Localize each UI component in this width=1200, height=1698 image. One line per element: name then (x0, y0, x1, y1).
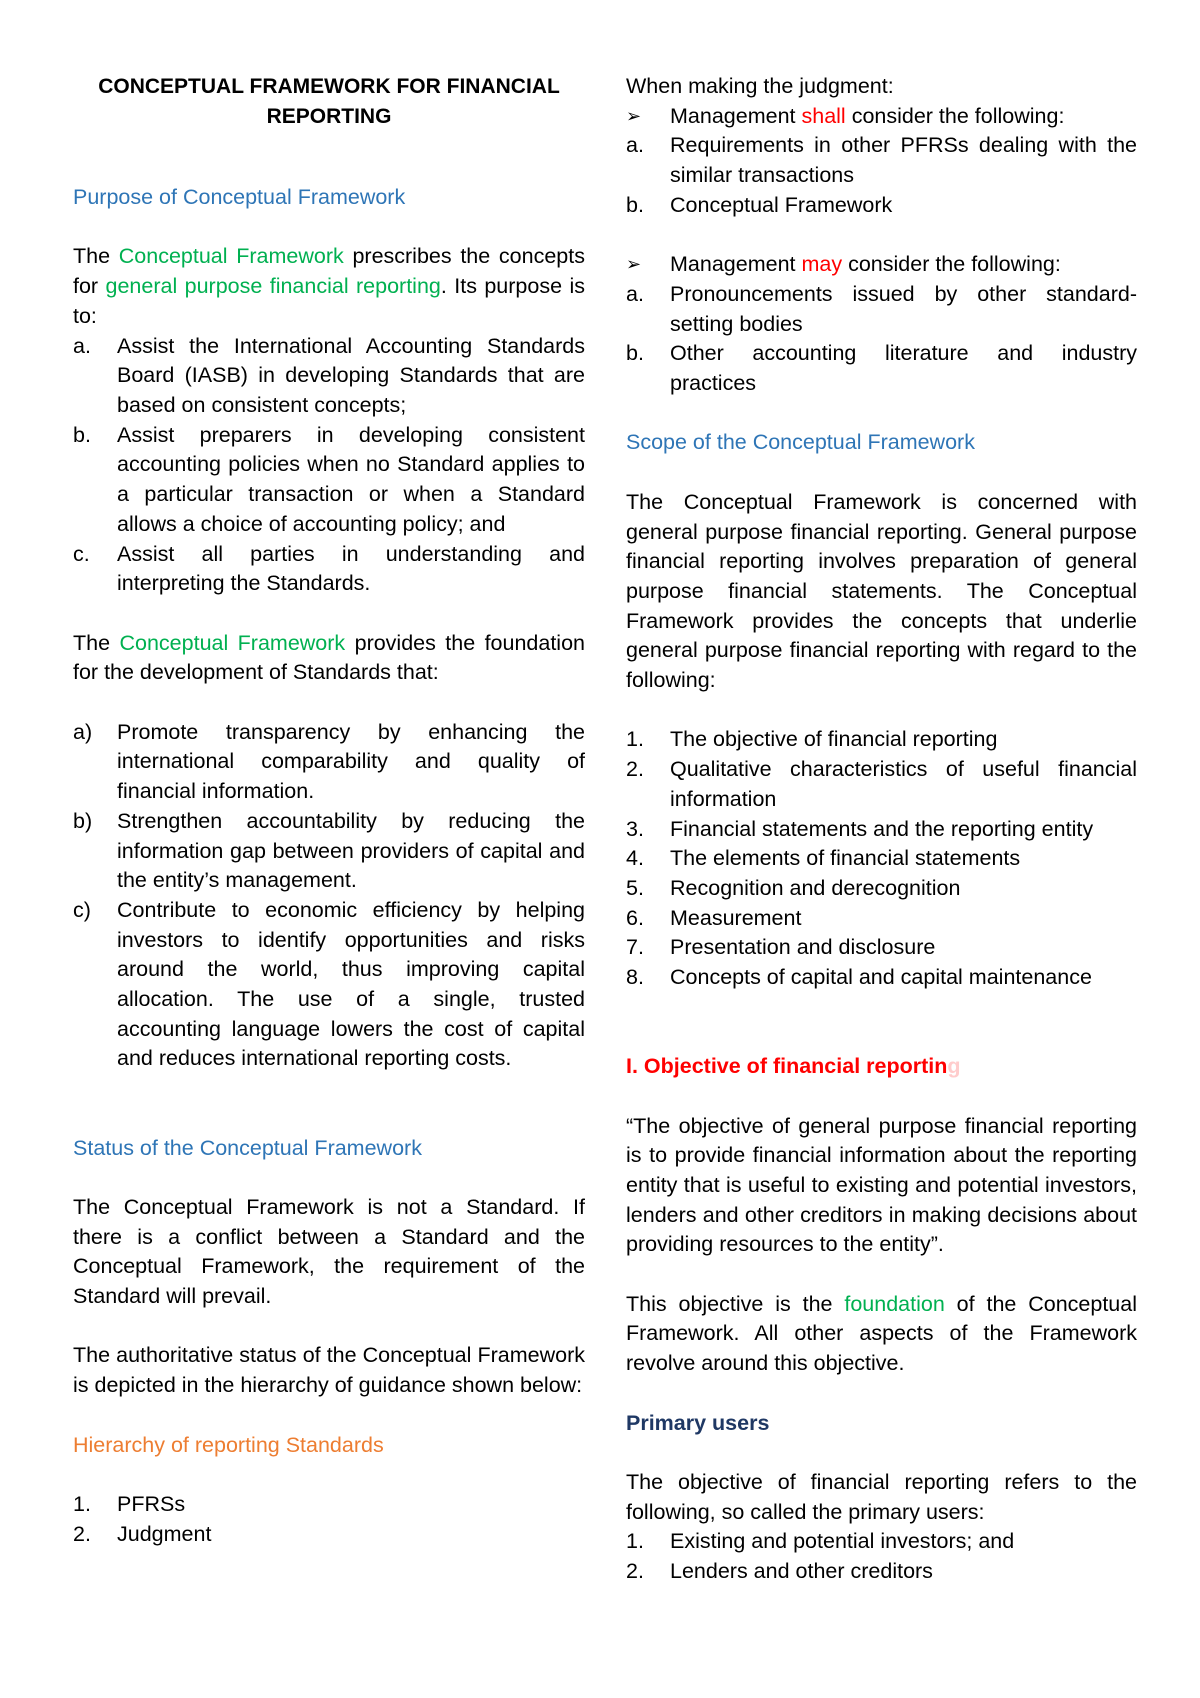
list-marker: 2. (626, 1559, 644, 1583)
spacer (626, 993, 1137, 1023)
spacer (73, 213, 585, 243)
right-column (626, 72, 1137, 1587)
list-marker: a) (73, 719, 93, 744)
spacer (626, 1082, 1137, 1112)
bullet-item (626, 102, 1137, 132)
spacer (626, 1022, 1137, 1052)
list-marker: b. (73, 422, 91, 447)
spacer (73, 131, 585, 161)
list-item-text: Qualitative characteristics of useful financial information (670, 757, 1137, 811)
list-item-text (670, 250, 1137, 280)
primary-users-list (626, 1527, 1137, 1586)
text: consider the following: (848, 252, 1061, 277)
list-marker: 3. (626, 816, 644, 841)
list-marker: c) (73, 897, 91, 922)
list-marker: 1. (73, 1491, 91, 1516)
list-marker: 2. (626, 757, 644, 782)
list-item-text: Assist the International Accounting Standards Board (IASB) in developing Standards that are based on consistent concepts; (117, 333, 585, 417)
judgment-shall-block (626, 102, 1137, 221)
list-item (626, 339, 1137, 398)
list-item-text: Recognition and derecognition (670, 875, 961, 900)
list-item-text: The elements of financial statements (670, 846, 1021, 871)
hierarchy-heading: Hierarchy of reporting Standards (73, 1432, 384, 1457)
status-heading: Status of the Conceptual Framework (73, 1135, 422, 1160)
list-item (626, 131, 1137, 190)
scope-paragraph: The Conceptual Framework is concerned with general purpose financial reporting. General purpose financial reporting involves preparation of general purpose financial statements. The Conceptual Framework provides the concepts that underlie general purpose financial reporting with regard to the following: (626, 489, 1137, 693)
list-item-text: Assist preparers in developing consistent accounting policies when no Standard applies to a particular transaction or when a Standard allows a choice of accounting policy; and (117, 422, 585, 536)
list-item-text: Existing and potential investors; and (670, 1529, 1015, 1554)
objective-heading (626, 1052, 1137, 1082)
list-item-text: Contribute to economic efficiency by helping investors to identify opportunities and risks around the world, thus improving capital allocation. The use of a single, trusted accounting language lowers the cost of capital and reduces international reporting costs. (117, 897, 585, 1071)
list-marker: 8. (626, 965, 644, 990)
bullet-item (626, 250, 1137, 280)
judgment-may-block (626, 250, 1137, 399)
list-marker: b. (626, 341, 644, 366)
list-marker: 6. (626, 905, 644, 930)
spacer (73, 688, 585, 718)
purpose-paragraph (73, 242, 585, 331)
hierarchy-list (73, 1490, 585, 1549)
list-item-text: Assist all parties in understanding and interpreting the Standards. (117, 541, 585, 596)
highlight-text: may (801, 252, 843, 277)
list-item-text: Other accounting literature and industry practices (670, 341, 1137, 396)
text: provides the foundation for the development of Standards that: (73, 630, 586, 685)
spacer (73, 599, 585, 629)
list-marker: a. (626, 281, 644, 306)
list-marker: 1. (626, 727, 644, 752)
list-marker: 2. (73, 1521, 91, 1546)
primary-users-paragraph: The objective of financial reporting refers to the following, so called the primary users: (626, 1469, 1137, 1524)
list-item-text: Requirements in other PFRSs dealing with the similar transactions (670, 133, 1137, 188)
list-marker: 5. (626, 875, 644, 900)
list-marker: 1. (626, 1529, 644, 1554)
list-item (73, 807, 585, 896)
spacer (73, 1163, 585, 1193)
title-line-1: CONCEPTUAL FRAMEWORK FOR FINANCIAL (98, 75, 560, 98)
list-item-text: Presentation and disclosure (670, 935, 936, 960)
spacer (73, 1460, 585, 1490)
list-marker: 4. (626, 846, 644, 871)
list-marker: 7. (626, 935, 644, 960)
arrow-bullet-icon: ➢ (626, 105, 642, 127)
list-item-text: Financial statements and the reporting entity (670, 816, 1094, 841)
text: The (73, 630, 111, 655)
text: of the Conceptual Framework. All other aspects of the Framework revolve around this objective. (626, 1291, 1137, 1376)
highlight-text: shall (801, 103, 846, 128)
foundation-list (73, 718, 585, 1074)
spacer (626, 221, 1137, 251)
foundation-paragraph (73, 629, 585, 688)
list-item (73, 1490, 585, 1520)
heading-text-faded: g (947, 1054, 961, 1079)
list-item (626, 191, 1137, 221)
objective-paragraph (626, 1290, 1137, 1379)
list-item (626, 755, 1137, 814)
list-item-text: Pronouncements issued by other standard-setting bodies (670, 281, 1137, 336)
scope-list (626, 725, 1137, 992)
primary-users-heading: Primary users (626, 1410, 770, 1435)
list-item-text: Lenders and other creditors (670, 1559, 933, 1583)
arrow-bullet-icon: ➢ (626, 254, 642, 276)
spacer (626, 1438, 1137, 1468)
list-item-text: Strengthen accountability by reducing the information gap between providers of capital and the entity’s management. (117, 808, 585, 893)
list-item (73, 1520, 585, 1550)
list-item-text: Promote transparency by enhancing the international comparability and quality of financial information. (117, 719, 585, 804)
list-item (626, 874, 1137, 904)
list-item (626, 904, 1137, 934)
list-marker: a. (626, 133, 644, 158)
list-item-text: PFRSs (117, 1491, 186, 1516)
list-item (626, 844, 1137, 874)
highlight-text: foundation (844, 1291, 945, 1316)
spacer (73, 1074, 585, 1104)
list-marker: a. (73, 333, 91, 358)
list-item (626, 963, 1137, 993)
heading-text: I. Objective of financial reportin (626, 1054, 948, 1079)
spacer (73, 1312, 585, 1342)
list-item-text (670, 102, 1137, 132)
status-paragraph-2: The authoritative status of the Conceptual Framework is depicted in the hierarchy of guidance shown below: (73, 1343, 585, 1398)
spacer (626, 458, 1137, 488)
list-marker: b) (73, 808, 93, 833)
text: The (73, 244, 111, 269)
text: consider the following: (851, 103, 1065, 128)
text: . Its purpose is to: (73, 274, 585, 328)
list-item (73, 332, 585, 421)
text: Management (670, 252, 796, 277)
list-item (626, 725, 1137, 755)
highlight-text: Conceptual Framework (119, 630, 346, 655)
objective-quote: “The objective of general purpose financial reporting is to provide financial information about the reporting entity that is useful to existing and potential investors, lenders and other creditors in making decisions about providing resources to the entity”. (626, 1113, 1137, 1257)
list-item-text: Conceptual Framework (670, 192, 893, 217)
list-item-text: Judgment (117, 1521, 212, 1546)
text: This objective is the (626, 1291, 833, 1316)
list-item (73, 421, 585, 540)
list-item (626, 280, 1137, 339)
judgment-intro: When making the judgment: (626, 74, 894, 98)
spacer (626, 1260, 1137, 1290)
highlight-text: general purpose financial reporting (105, 274, 441, 299)
document-title (73, 72, 585, 131)
scope-heading: Scope of the Conceptual Framework (626, 430, 975, 455)
spacer (73, 1104, 585, 1134)
spacer (626, 696, 1137, 726)
list-item-text: The objective of financial reporting (670, 727, 998, 752)
text: Management (670, 103, 796, 128)
list-item (626, 1527, 1137, 1557)
highlight-text: Conceptual Framework (118, 244, 344, 269)
spacer (73, 1401, 585, 1431)
list-marker: b. (626, 192, 644, 217)
list-item (626, 815, 1137, 845)
list-item (73, 718, 585, 807)
spacer (626, 1379, 1137, 1409)
purpose-heading: Purpose of Conceptual Framework (73, 185, 406, 210)
list-item (73, 540, 585, 599)
list-item (626, 933, 1137, 963)
list-item (73, 896, 585, 1074)
list-item (626, 1557, 1137, 1587)
text: prescribes the concepts for (73, 244, 585, 299)
title-line-2: REPORTING (266, 104, 392, 128)
spacer (626, 399, 1137, 429)
list-item-text: Concepts of capital and capital maintenance (670, 965, 1092, 990)
list-item-text: Measurement (670, 905, 802, 930)
list-marker: c. (73, 541, 90, 566)
status-paragraph-1: The Conceptual Framework is not a Standard. If there is a conflict between a Standard and the Conceptual Framework, the requirement of the Standard will prevail. (73, 1194, 585, 1309)
spacer (73, 161, 585, 183)
left-column (73, 72, 585, 1549)
purpose-list (73, 332, 585, 599)
